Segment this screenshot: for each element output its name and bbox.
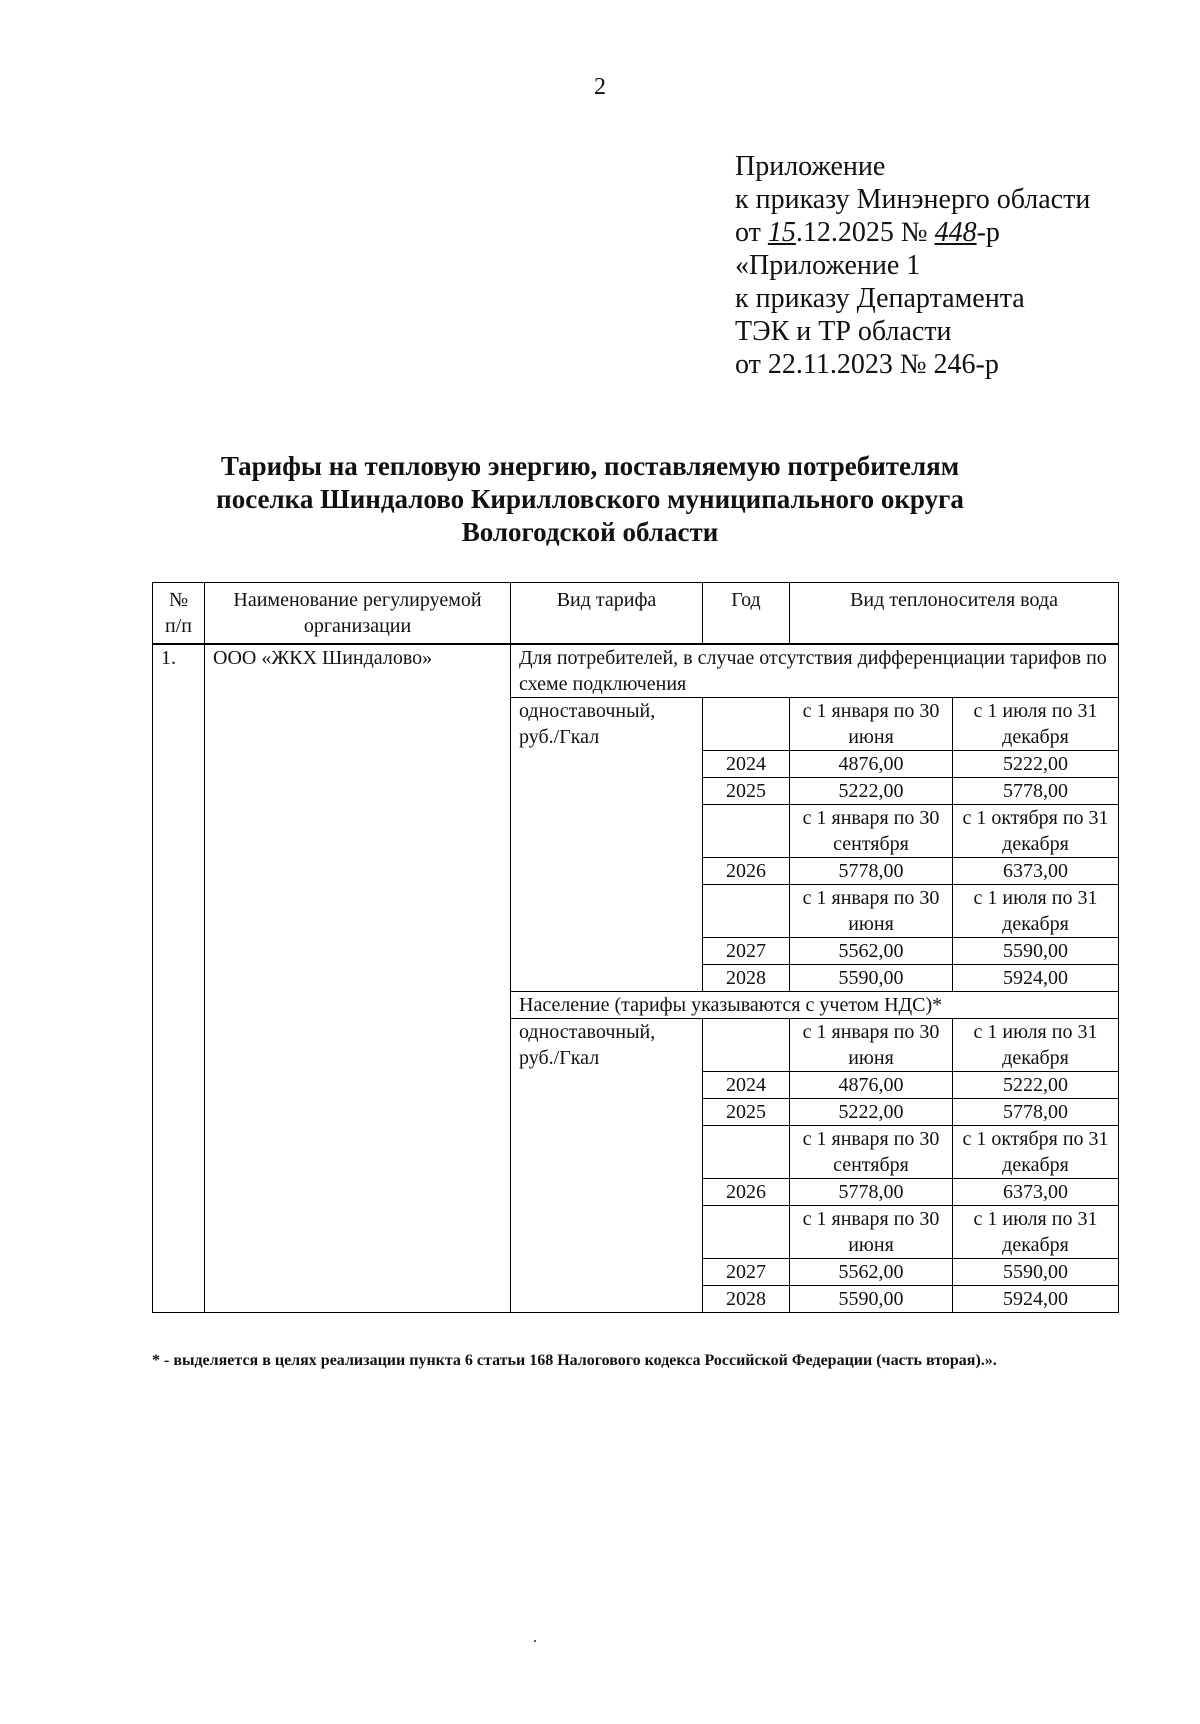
footnote: * - выделяется в целях реализации пункта 6 статьи 168 Налогового кодекса Российской Федерации (часть вторая).». bbox=[152, 1352, 997, 1369]
period-1: с 1 января по 30 июня bbox=[790, 698, 953, 751]
table-header-row bbox=[153, 583, 1119, 645]
page-number: 2 bbox=[594, 74, 606, 100]
year-cell: 2027 bbox=[703, 1259, 790, 1286]
value-cell-1: 4876,00 bbox=[790, 751, 953, 778]
year-blank bbox=[703, 1206, 790, 1259]
title-line: поселка Шиндалово Кирилловского муниципального округа bbox=[216, 484, 964, 514]
annex-text: от bbox=[735, 217, 768, 248]
annex-line: «Приложение 1 bbox=[735, 250, 921, 281]
annex-line-order bbox=[735, 216, 1090, 249]
value-cell-2: 5778,00 bbox=[953, 778, 1119, 805]
period-1: с 1 января по 30 сентября bbox=[790, 805, 953, 858]
row-number: 1. bbox=[153, 644, 205, 1313]
annex-line: Приложение bbox=[735, 151, 886, 182]
header-carrier: Вид теплоносителя вода bbox=[790, 583, 1119, 645]
period-1: с 1 января по 30 июня bbox=[790, 1019, 953, 1072]
period-1: с 1 января по 30 сентября bbox=[790, 1126, 953, 1179]
section-caption: Население (тарифы указываются с учетом НДС)* bbox=[511, 992, 1119, 1019]
section-caption: Для потребителей, в случае отсутствия дифференциации тарифов по схеме подключения bbox=[511, 644, 1119, 698]
year-blank bbox=[703, 885, 790, 938]
year-cell: 2024 bbox=[703, 1072, 790, 1099]
title-line: Вологодской области bbox=[461, 517, 719, 547]
handwritten-number: 448 bbox=[934, 217, 977, 248]
value-cell-2: 5590,00 bbox=[953, 1259, 1119, 1286]
year-blank bbox=[703, 1019, 790, 1072]
value-cell-2: 5222,00 bbox=[953, 1072, 1119, 1099]
annex-header bbox=[735, 150, 1090, 381]
value-cell-1: 5222,00 bbox=[790, 1099, 953, 1126]
period-2: с 1 июля по 31 декабря bbox=[953, 1206, 1119, 1259]
value-cell-2: 5778,00 bbox=[953, 1099, 1119, 1126]
value-cell-1: 5778,00 bbox=[790, 1179, 953, 1206]
value-cell-1: 5590,00 bbox=[790, 965, 953, 992]
year-cell: 2025 bbox=[703, 778, 790, 805]
header-org: Наименование регулируемой организации bbox=[205, 583, 511, 645]
year-cell: 2027 bbox=[703, 938, 790, 965]
annex-text: .12.2025 № bbox=[795, 217, 935, 248]
value-cell-2: 6373,00 bbox=[953, 1179, 1119, 1206]
year-blank bbox=[703, 1126, 790, 1179]
year-cell: 2028 bbox=[703, 1286, 790, 1313]
document-title bbox=[130, 450, 1050, 549]
year-cell: 2028 bbox=[703, 965, 790, 992]
value-cell-1: 4876,00 bbox=[790, 1072, 953, 1099]
annex-line: к приказу Департамента bbox=[735, 283, 1025, 314]
year-blank bbox=[703, 805, 790, 858]
period-2: с 1 июля по 31 декабря bbox=[953, 885, 1119, 938]
section-caption-row bbox=[153, 644, 1119, 698]
title-line: Тарифы на тепловую энергию, поставляемую потребителям bbox=[220, 451, 960, 481]
year-blank bbox=[703, 698, 790, 751]
period-2: с 1 октября по 31 декабря bbox=[953, 805, 1119, 858]
value-cell-1: 5778,00 bbox=[790, 858, 953, 885]
period-2: с 1 июля по 31 декабря bbox=[953, 698, 1119, 751]
value-cell-1: 5562,00 bbox=[790, 1259, 953, 1286]
tariff-type: одноставочный, руб./Гкал bbox=[511, 698, 703, 992]
value-cell-2: 5222,00 bbox=[953, 751, 1119, 778]
year-cell: 2026 bbox=[703, 858, 790, 885]
annex-line: к приказу Минэнерго области bbox=[735, 184, 1091, 215]
tariff-table bbox=[152, 582, 1119, 1313]
scan-dot bbox=[534, 1640, 536, 1642]
year-cell: 2024 bbox=[703, 751, 790, 778]
year-cell: 2026 bbox=[703, 1179, 790, 1206]
value-cell-1: 5590,00 bbox=[790, 1286, 953, 1313]
value-cell-1: 5222,00 bbox=[790, 778, 953, 805]
header-year: Год bbox=[703, 583, 790, 645]
annex-line: ТЭК и ТР области bbox=[735, 316, 952, 347]
annex-text: -р bbox=[976, 217, 1000, 248]
period-2: с 1 июля по 31 декабря bbox=[953, 1019, 1119, 1072]
period-2: с 1 октября по 31 декабря bbox=[953, 1126, 1119, 1179]
value-cell-2: 5924,00 bbox=[953, 1286, 1119, 1313]
year-cell: 2025 bbox=[703, 1099, 790, 1126]
value-cell-2: 5924,00 bbox=[953, 965, 1119, 992]
header-num: № п/п bbox=[153, 583, 205, 645]
value-cell-1: 5562,00 bbox=[790, 938, 953, 965]
annex-line: от 22.11.2023 № 246-р bbox=[735, 349, 999, 380]
value-cell-2: 5590,00 bbox=[953, 938, 1119, 965]
header-type: Вид тарифа bbox=[511, 583, 703, 645]
period-1: с 1 января по 30 июня bbox=[790, 885, 953, 938]
handwritten-day: 15 bbox=[767, 217, 796, 248]
organization-name: ООО «ЖКХ Шиндалово» bbox=[205, 644, 511, 1313]
period-1: с 1 января по 30 июня bbox=[790, 1206, 953, 1259]
tariff-type: одноставочный, руб./Гкал bbox=[511, 1019, 703, 1313]
value-cell-2: 6373,00 bbox=[953, 858, 1119, 885]
